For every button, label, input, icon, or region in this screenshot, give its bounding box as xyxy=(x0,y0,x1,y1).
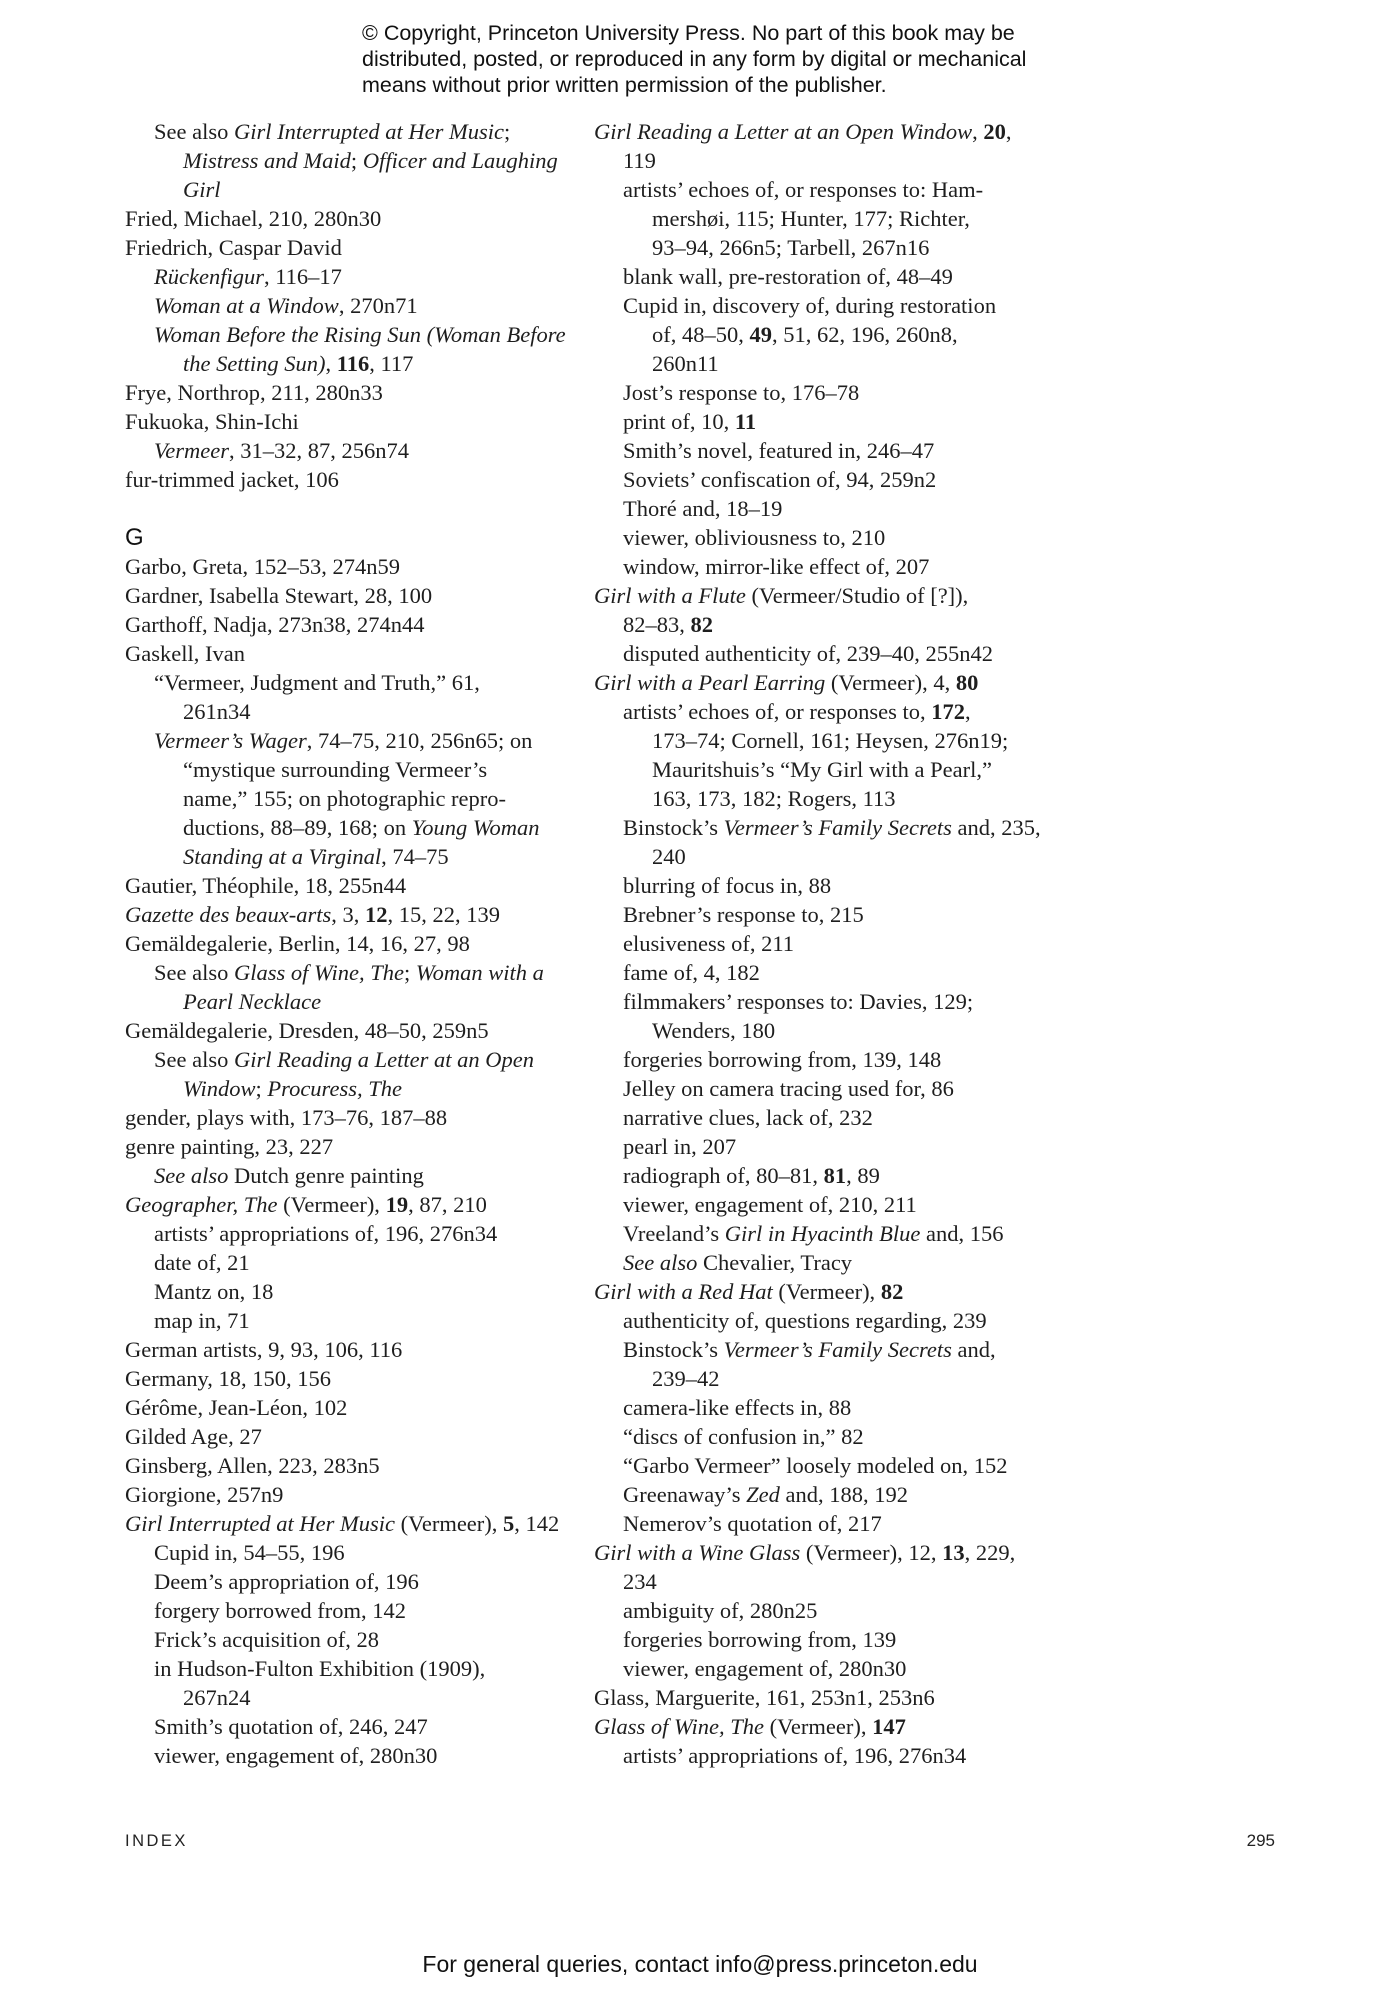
index-subentry: Thoré and, 18–19 xyxy=(623,496,783,521)
index-entry: Gazette des beaux-arts, 3, 12, 15, 22, 139 xyxy=(125,902,500,927)
index-subentry: 173–74; Cornell, 161; Heysen, 276n19; xyxy=(652,728,1009,753)
index-subentry: Deem’s appropriation of, 196 xyxy=(154,1569,419,1594)
section-letter: G xyxy=(125,524,144,551)
index-subentry: Rückenfigur, 116–17 xyxy=(154,264,342,289)
index-column-left xyxy=(125,117,575,1770)
index-subentry: See also Glass of Wine, The; Woman with a xyxy=(154,960,544,985)
index-subentry: Cupid in, 54–55, 196 xyxy=(154,1540,345,1565)
index-subentry: camera-like effects in, 88 xyxy=(623,1395,852,1420)
index-subentry: artists’ appropriations of, 196, 276n34 xyxy=(154,1221,498,1246)
index-entry: Girl with a Pearl Earring (Vermeer), 4, 80 xyxy=(594,670,979,695)
index-entry: Friedrich, Caspar David xyxy=(125,235,342,260)
index-subentry: Vermeer, 31–32, 87, 256n74 xyxy=(154,438,409,463)
index-subentry: “discs of confusion in,” 82 xyxy=(623,1424,864,1449)
index-entry: Germany, 18, 150, 156 xyxy=(125,1366,332,1391)
index-subentry: Standing at a Virginal, 74–75 xyxy=(183,844,449,869)
index-entry: Girl Interrupted at Her Music (Vermeer), 5, 142 xyxy=(125,1511,560,1536)
index-entry: Girl with a Flute (Vermeer/Studio of [?]), xyxy=(594,583,969,608)
index-column-right xyxy=(594,117,1064,1770)
index-entry: fur-trimmed jacket, 106 xyxy=(125,467,339,492)
index-subentry: artists’ echoes of, or responses to, 172, xyxy=(623,699,971,724)
index-entry: genre painting, 23, 227 xyxy=(125,1134,334,1159)
index-subentry: forgeries borrowing from, 139, 148 xyxy=(623,1047,942,1072)
index-subentry: Girl xyxy=(183,177,221,202)
index-entry: Gemäldegalerie, Dresden, 48–50, 259n5 xyxy=(125,1018,489,1043)
copyright-line: distributed, posted, or reproduced in any form by digital or mechanical xyxy=(362,47,1027,71)
index-subentry: date of, 21 xyxy=(154,1250,250,1275)
index-subentry: fame of, 4, 182 xyxy=(623,960,760,985)
index-subentry: name,” 155; on photographic repro- xyxy=(183,786,507,811)
index-entry: Girl with a Wine Glass (Vermeer), 12, 13, 229, xyxy=(594,1540,1016,1565)
index-subentry: forgery borrowed from, 142 xyxy=(154,1598,407,1623)
index-entry: Gardner, Isabella Stewart, 28, 100 xyxy=(125,583,433,608)
index-subentry: pearl in, 207 xyxy=(623,1134,737,1159)
index-subentry: 82–83, 82 xyxy=(623,612,713,637)
index-subentry: See also Girl Interrupted at Her Music; xyxy=(154,119,511,144)
index-subentry: Binstock’s Vermeer’s Family Secrets and, xyxy=(623,1337,996,1362)
index-subentry: Mantz on, 18 xyxy=(154,1279,274,1304)
index-subentry: Greenaway’s Zed and, 188, 192 xyxy=(623,1482,908,1507)
index-subentry: Mistress and Maid; Officer and Laughing xyxy=(183,148,558,173)
index-subentry: of, 48–50, 49, 51, 62, 196, 260n8, xyxy=(652,322,958,347)
index-subentry: map in, 71 xyxy=(154,1308,250,1333)
index-subentry: window, mirror-like effect of, 207 xyxy=(623,554,930,579)
index-subentry: 261n34 xyxy=(183,699,251,724)
index-entry: Gilded Age, 27 xyxy=(125,1424,262,1449)
index-entry: Gaskell, Ivan xyxy=(125,641,245,666)
index-entry: Garbo, Greta, 152–53, 274n59 xyxy=(125,554,400,579)
index-subentry: See also Chevalier, Tracy xyxy=(623,1250,853,1275)
copyright-line: means without prior written permission of the publisher. xyxy=(362,73,887,97)
index-subentry: authenticity of, questions regarding, 239 xyxy=(623,1308,987,1333)
index-subentry: Soviets’ confiscation of, 94, 259n2 xyxy=(623,467,937,492)
index-subentry: print of, 10, 11 xyxy=(623,409,757,434)
index-subentry: Cupid in, discovery of, during restoration xyxy=(623,293,997,318)
index-entry: Frye, Northrop, 211, 280n33 xyxy=(125,380,383,405)
index-subentry: Window; Procuress, The xyxy=(183,1076,402,1101)
index-subentry: “Vermeer, Judgment and Truth,” 61, xyxy=(154,670,480,695)
index-subentry: 240 xyxy=(652,844,686,869)
index-subentry: the Setting Sun), 116, 117 xyxy=(183,351,414,376)
index-subentry: 239–42 xyxy=(652,1366,720,1391)
index-subentry: Smith’s novel, featured in, 246–47 xyxy=(623,438,935,463)
index-entry: German artists, 9, 93, 106, 116 xyxy=(125,1337,403,1362)
contact-footer: For general queries, contact info@press.princeton.edu xyxy=(422,1951,978,1977)
index-entry: gender, plays with, 173–76, 187–88 xyxy=(125,1105,448,1130)
index-subentry: 119 xyxy=(623,148,656,173)
index-subentry: See also Dutch genre painting xyxy=(154,1163,424,1188)
index-subentry: Brebner’s response to, 215 xyxy=(623,902,864,927)
index-subentry: Jost’s response to, 176–78 xyxy=(623,380,860,405)
index-entry: Giorgione, 257n9 xyxy=(125,1482,284,1507)
index-entry: Gérôme, Jean-Léon, 102 xyxy=(125,1395,348,1420)
index-subentry: Wenders, 180 xyxy=(652,1018,776,1043)
index-subentry: narrative clues, lack of, 232 xyxy=(623,1105,873,1130)
index-entry: Ginsberg, Allen, 223, 283n5 xyxy=(125,1453,380,1478)
index-subentry: ambiguity of, 280n25 xyxy=(623,1598,818,1623)
running-footer-label: INDEX xyxy=(125,1832,188,1850)
index-subentry: filmmakers’ responses to: Davies, 129; xyxy=(623,989,974,1014)
index-entry: Glass, Marguerite, 161, 253n1, 253n6 xyxy=(594,1685,935,1710)
index-entry: Fried, Michael, 210, 280n30 xyxy=(125,206,382,231)
index-entry: Girl with a Red Hat (Vermeer), 82 xyxy=(594,1279,904,1304)
index-subentry: 163, 173, 182; Rogers, 113 xyxy=(652,786,896,811)
index-subentry: in Hudson-Fulton Exhibition (1909), xyxy=(154,1656,486,1681)
index-subentry: Pearl Necklace xyxy=(183,989,322,1014)
index-entry: Garthoff, Nadja, 273n38, 274n44 xyxy=(125,612,425,637)
index-subentry: viewer, engagement of, 210, 211 xyxy=(623,1192,917,1217)
index-subentry: Woman Before the Rising Sun (Woman Before xyxy=(154,322,566,347)
index-subentry: forgeries borrowing from, 139 xyxy=(623,1627,897,1652)
index-subentry: Vermeer’s Wager, 74–75, 210, 256n65; on xyxy=(154,728,533,753)
index-entry: Gemäldegalerie, Berlin, 14, 16, 27, 98 xyxy=(125,931,470,956)
index-subentry: mershøi, 115; Hunter, 177; Richter, xyxy=(652,206,970,231)
index-entry: Girl Reading a Letter at an Open Window, 20, xyxy=(594,119,1012,144)
index-subentry: See also Girl Reading a Letter at an Open xyxy=(154,1047,534,1072)
index-subentry: Woman at a Window, 270n71 xyxy=(154,293,418,318)
index-subentry: artists’ echoes of, or responses to: Ham- xyxy=(623,177,984,202)
index-subentry: viewer, obliviousness to, 210 xyxy=(623,525,886,550)
index-subentry: Mauritshuis’s “My Girl with a Pearl,” xyxy=(652,757,992,782)
index-subentry: Frick’s acquisition of, 28 xyxy=(154,1627,379,1652)
index-subentry: elusiveness of, 211 xyxy=(623,931,795,956)
index-subentry: disputed authenticity of, 239–40, 255n42 xyxy=(623,641,993,666)
index-subentry: Binstock’s Vermeer’s Family Secrets and, 235, xyxy=(623,815,1041,840)
index-subentry: blurring of focus in, 88 xyxy=(623,873,832,898)
index-subentry: viewer, engagement of, 280n30 xyxy=(154,1743,438,1768)
index-subentry: blank wall, pre-restoration of, 48–49 xyxy=(623,264,953,289)
index-subentry: ductions, 88–89, 168; on Young Woman xyxy=(183,815,540,840)
index-subentry: 93–94, 266n5; Tarbell, 267n16 xyxy=(652,235,930,260)
index-subentry: “mystique surrounding Vermeer’s xyxy=(183,757,488,782)
index-subentry: “Garbo Vermeer” loosely modeled on, 152 xyxy=(623,1453,1008,1478)
index-subentry: Smith’s quotation of, 246, 247 xyxy=(154,1714,428,1739)
index-entry: Geographer, The (Vermeer), 19, 87, 210 xyxy=(125,1192,487,1217)
index-subentry: Nemerov’s quotation of, 217 xyxy=(623,1511,882,1536)
index-subentry: Jelley on camera tracing used for, 86 xyxy=(623,1076,954,1101)
index-subentry: 234 xyxy=(623,1569,657,1594)
index-subentry: 267n24 xyxy=(183,1685,251,1710)
index-entry: Gautier, Théophile, 18, 255n44 xyxy=(125,873,407,898)
index-subentry: 260n11 xyxy=(652,351,719,376)
index-subentry: Vreeland’s Girl in Hyacinth Blue and, 156 xyxy=(623,1221,1004,1246)
page-number: 295 xyxy=(1246,1831,1275,1850)
index-subentry: artists’ appropriations of, 196, 276n34 xyxy=(623,1743,967,1768)
section-spacer xyxy=(125,494,575,523)
index-entry: Fukuoka, Shin-Ichi xyxy=(125,409,299,434)
index-subentry: radiograph of, 80–81, 81, 89 xyxy=(623,1163,880,1188)
index-entry: Glass of Wine, The (Vermeer), 147 xyxy=(594,1714,906,1739)
copyright-notice xyxy=(362,20,1082,98)
index-subentry: viewer, engagement of, 280n30 xyxy=(623,1656,907,1681)
copyright-line: © Copyright, Princeton University Press. No part of this book may be xyxy=(362,21,1015,45)
